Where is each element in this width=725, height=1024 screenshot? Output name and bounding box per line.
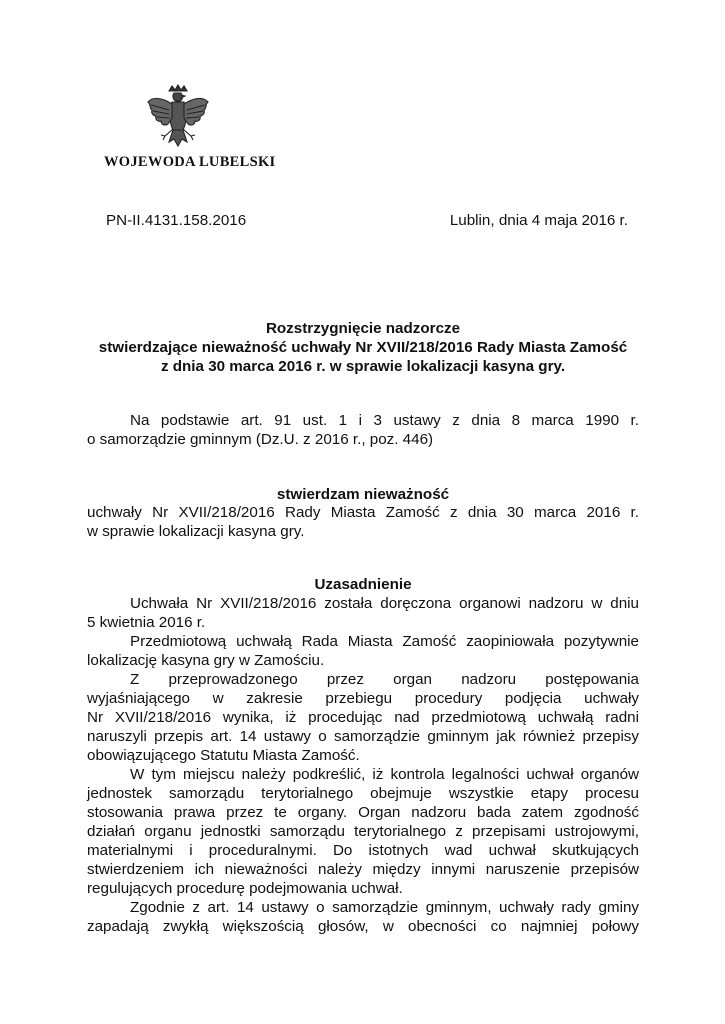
text-line: Uchwała Nr XVII/218/2016 została doręczona organowi nadzoru w dniu [130, 595, 639, 612]
text-line: Zgodnie z art. 14 ustawy o samorządzie gminnym, uchwały rady gminy [130, 899, 639, 916]
text-line: lokalizację kasyna gry w Zamościu. [87, 652, 325, 669]
justification-body [87, 594, 639, 936]
text-line: w sprawie lokalizacji kasyna gry. [87, 523, 305, 540]
text-line: zapadają zwykłą większością głosów, w obecności co najmniej połowy [87, 918, 639, 935]
decision-paragraph [87, 503, 639, 541]
reference-number: PN-II.4131.158.2016 [106, 212, 247, 229]
text-line: Z przeprowadzonego przez organ nadzoru postępowania [130, 671, 639, 688]
text-line: obowiązującego Statutu Miasta Zamość. [87, 747, 360, 764]
text-line: jednostek samorządu terytorialnego obejmuje wszystkie etapy procesu [87, 785, 639, 802]
text-line: działań organu jednostki samorządu terytorialnego z przepisami ustrojowymi, [87, 823, 639, 840]
text-line: regulujących procedurę podejmowania uchwał. [87, 880, 403, 897]
text-line: stosowania prawa przez te organy. Organ nadzoru bada zatem zgodność [87, 804, 639, 821]
text-line: W tym miejscu należy podkreślić, iż kontrola legalności uchwał organów [130, 766, 639, 783]
title-line: stwierdzające nieważność uchwały Nr XVII/218/2016 Rady Miasta Zamość [98, 339, 628, 356]
text-line: stwierdzeniem ich nieważności należy między innymi naruszenie przepisów [87, 861, 639, 878]
text-line: uchwały Nr XVII/218/2016 Rady Miasta Zamość z dnia 30 marca 2016 r. [87, 504, 639, 521]
text-line: Na podstawie art. 91 ust. 1 i 3 ustawy z dnia 8 marca 1990 r. [130, 412, 639, 429]
legal-basis-paragraph [87, 411, 639, 449]
text-line: materialnymi i proceduralnymi. Do istotnych wad uchwał skutkujących [87, 842, 639, 859]
title-line: Rozstrzygnięcie nadzorcze [265, 320, 461, 337]
decision-heading: stwierdzam nieważność [276, 486, 450, 503]
text-line: Nr XVII/218/2016 wynika, iż procedując nad przedmiotową uchwałą radni [87, 709, 639, 726]
institution-name: WOJEWODA LUBELSKI [104, 154, 276, 170]
document-title [87, 319, 639, 376]
text-line: naruszyli przepis art. 14 ustawy o samorządzie gminnym jak również przepisy [87, 728, 639, 745]
text-line: 5 kwietnia 2016 r. [87, 614, 206, 631]
justification-heading: Uzasadnienie [314, 576, 412, 593]
text-line: o samorządzie gminnym (Dz.U. z 2016 r., poz. 446) [87, 431, 434, 448]
title-line: z dnia 30 marca 2016 r. w sprawie lokalizacji kasyna gry. [160, 358, 566, 375]
polish-eagle-emblem-icon [145, 84, 211, 154]
text-line: wyjaśniającego w zakresie przebiegu procedury podjęcia uchwały [87, 690, 639, 707]
text-line: Przedmiotową uchwałą Rada Miasta Zamość zaopiniowała pozytywnie [130, 633, 639, 650]
place-and-date: Lublin, dnia 4 maja 2016 r. [449, 212, 628, 229]
